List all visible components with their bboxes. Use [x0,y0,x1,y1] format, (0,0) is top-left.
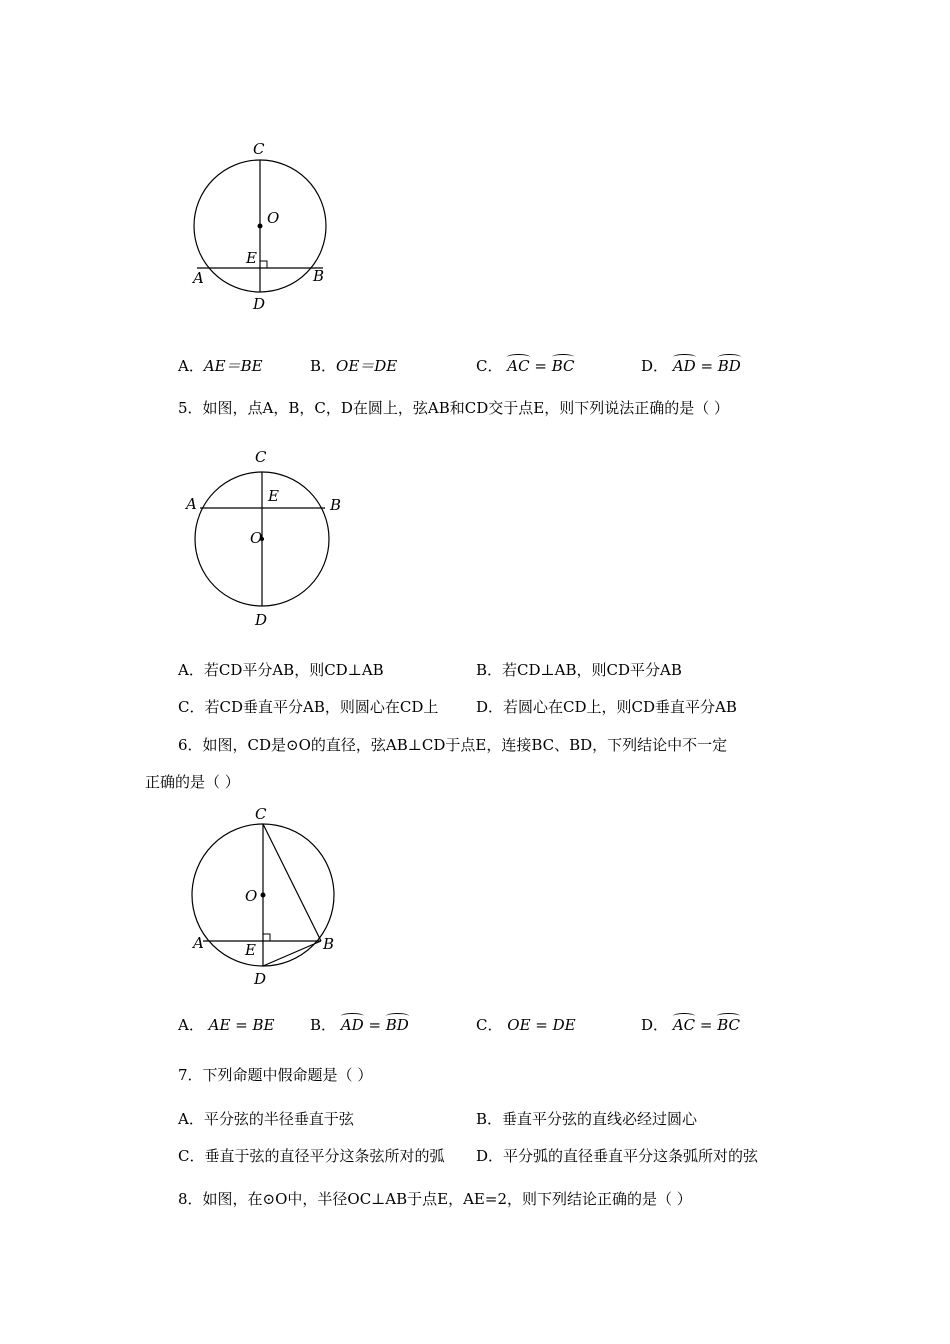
q8-stem: 8．如图，在⊙O中，半径OC⊥AB于点E，AE=2，则下列结论正确的是（ ） [178,1190,692,1208]
figure-q6-circle [185,805,345,990]
q6-stem-line2: 正确的是（ ） [145,773,240,791]
q4-option-b: B．OE＝DE [310,357,398,375]
q7-option-b: B．垂直平分弦的直线必经过圆心 [476,1110,698,1128]
q4-option-a: A．AE＝BE [178,357,263,375]
segment-bd [263,941,321,966]
center-point [258,224,263,229]
center-point [261,893,266,898]
right-angle-mark [260,261,267,268]
label-o: O [267,209,280,227]
q7-option-d: D．平分弧的直径垂直平分这条弧所对的弦 [476,1147,759,1165]
q6-stem-line1: 6．如图，CD是⊙O的直径，弦AB⊥CD于点E，连接BC、BD，下列结论中不一定 [178,736,728,754]
right-angle-mark [263,934,270,941]
q4-option-d: D． AD = BD [641,357,741,375]
q7-option-c: C．垂直于弦的直径平分这条弦所对的弧 [178,1147,445,1165]
label-a: A [193,934,204,952]
q6-option-a: A． AE = BE [178,1016,275,1034]
q6-option-d: D． AC = BC [641,1016,741,1034]
label-o: O [250,529,263,547]
label-c: C [253,140,265,158]
figure-q5-circle [180,445,350,630]
label-e: E [245,941,256,959]
q5-stem: 5．如图，点A，B，C，D在圆上，弦AB和CD交于点E，则下列说法正确的是（ ） [178,399,729,417]
label-d: D [254,970,267,988]
q5-option-d: D．若圆心在CD上，则CD垂直平分AB [476,698,737,716]
q6-option-b: B． AD = BD [310,1016,409,1034]
label-a: A [193,269,204,287]
q7-option-a: A．平分弦的半径垂直于弦 [178,1110,354,1128]
q6-option-c: C． OE = DE [476,1016,576,1034]
segment-bc [263,824,321,941]
label-c: C [255,805,267,823]
label-e: E [246,249,257,267]
q5-option-b: B．若CD⊥AB，则CD平分AB [476,661,682,679]
label-o: O [245,887,258,905]
q4-option-c: C． AC = BC [476,357,575,375]
label-a: A [186,495,197,513]
label-b: B [323,935,335,953]
figure-q4-circle [185,135,345,315]
label-d: D [255,611,268,629]
label-b: B [313,267,325,285]
q5-option-c: C．若CD垂直平分AB，则圆心在CD上 [178,698,439,716]
q5-option-a: A．若CD平分AB，则CD⊥AB [178,661,384,679]
label-c: C [255,448,267,466]
label-d: D [253,295,266,313]
label-b: B [330,496,342,514]
q7-stem: 7．下列命题中假命题是（ ） [178,1066,373,1084]
label-e: E [268,487,279,505]
